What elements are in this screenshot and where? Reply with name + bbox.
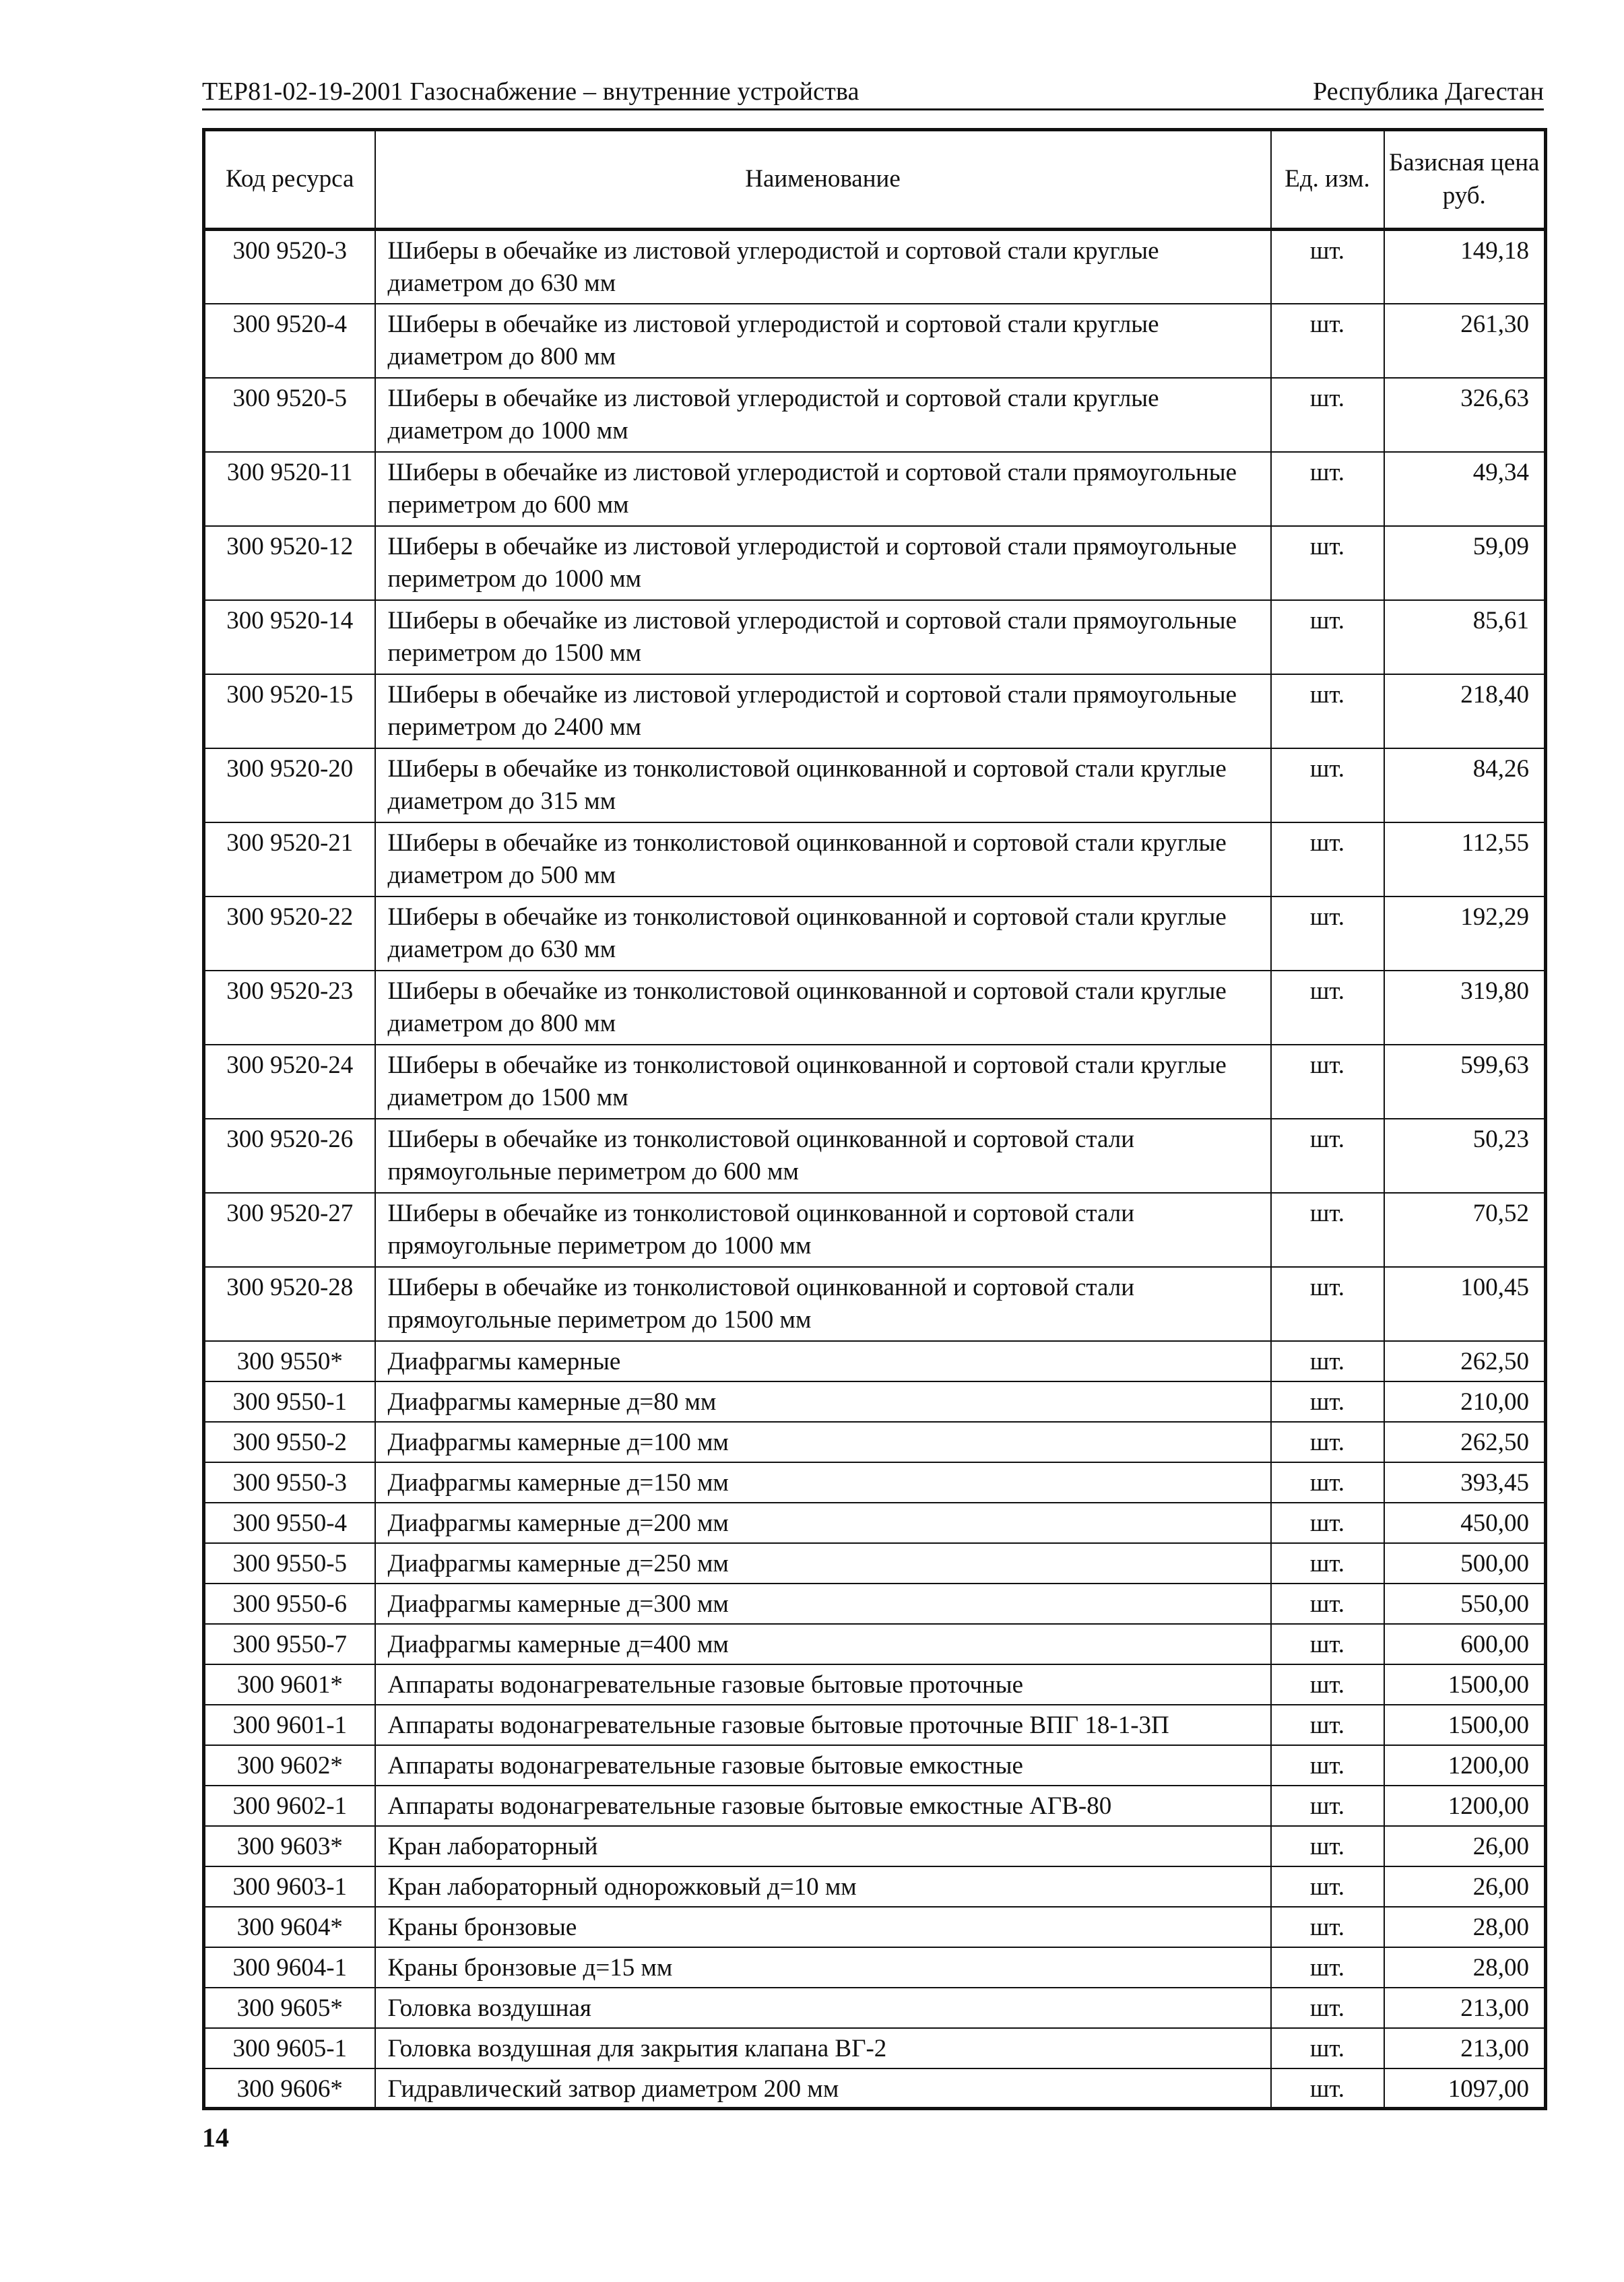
unit-cell: шт. <box>1271 1503 1384 1543</box>
resource-code-cell: 300 9520-14 <box>204 600 375 674</box>
base-price-cell: 84,26 <box>1384 748 1546 822</box>
resource-name-cell: Диафрагмы камерные д=250 мм <box>375 1543 1271 1584</box>
resource-name-cell: Диафрагмы камерные д=80 мм <box>375 1381 1271 1422</box>
unit-cell: шт. <box>1271 1341 1384 1381</box>
unit-cell: шт. <box>1271 1045 1384 1119</box>
table-row <box>204 971 1546 1045</box>
resource-name-cell: Аппараты водонагревательные газовые бытовые емкостные АГВ-80 <box>375 1786 1271 1826</box>
table-row <box>204 600 1546 674</box>
resource-code-cell: 300 9520-4 <box>204 304 375 378</box>
table-row <box>204 1745 1546 1786</box>
base-price-cell: 100,45 <box>1384 1267 1546 1341</box>
resource-code-cell: 300 9605-1 <box>204 2028 375 2068</box>
unit-cell: шт. <box>1271 1119 1384 1193</box>
resource-code-cell: 300 9603* <box>204 1826 375 1866</box>
resource-code-cell: 300 9602* <box>204 1745 375 1786</box>
resource-name-cell: Диафрагмы камерные д=400 мм <box>375 1624 1271 1664</box>
table-row <box>204 1947 1546 1988</box>
base-price-cell: 1200,00 <box>1384 1786 1546 1826</box>
page-header <box>202 73 1544 110</box>
table-row <box>204 526 1546 600</box>
unit-cell: шт. <box>1271 1947 1384 1988</box>
resource-name-cell: Шиберы в обечайке из тонколистовой оцинкованной и сортовой стали круглые диаметром до 315 мм <box>375 748 1271 822</box>
resource-code-cell: 300 9520-22 <box>204 896 375 971</box>
unit-cell: шт. <box>1271 1584 1384 1624</box>
resource-name-cell: Шиберы в обечайке из тонколистовой оцинкованной и сортовой стали круглые диаметром до 800 мм <box>375 971 1271 1045</box>
resource-code-cell: 300 9604-1 <box>204 1947 375 1988</box>
unit-cell: шт. <box>1271 600 1384 674</box>
base-price-cell: 600,00 <box>1384 1624 1546 1664</box>
base-price-cell: 261,30 <box>1384 304 1546 378</box>
table-row <box>204 1584 1546 1624</box>
resource-code-cell: 300 9603-1 <box>204 1866 375 1907</box>
table-row <box>204 1422 1546 1462</box>
unit-cell: шт. <box>1271 1462 1384 1503</box>
base-price-cell: 262,50 <box>1384 1341 1546 1381</box>
base-price-cell: 319,80 <box>1384 971 1546 1045</box>
resource-name-cell: Шиберы в обечайке из листовой углеродистой и сортовой стали круглые диаметром до 800 мм <box>375 304 1271 378</box>
table-row <box>204 452 1546 526</box>
table-row <box>204 1988 1546 2028</box>
resource-name-cell: Диафрагмы камерные д=300 мм <box>375 1584 1271 1624</box>
table-row <box>204 1907 1546 1947</box>
table-row <box>204 1705 1546 1745</box>
column-header-name: Наименование <box>375 130 1271 230</box>
resource-code-cell: 300 9520-21 <box>204 822 375 896</box>
resource-name-cell: Шиберы в обечайке из тонколистовой оцинкованной и сортовой стали круглые диаметром до 630 мм <box>375 896 1271 971</box>
resource-name-cell: Шиберы в обечайке из листовой углеродистой и сортовой стали прямоугольные периметром до 600 мм <box>375 452 1271 526</box>
resource-code-cell: 300 9520-5 <box>204 378 375 452</box>
resource-code-cell: 300 9601* <box>204 1664 375 1705</box>
base-price-cell: 26,00 <box>1384 1826 1546 1866</box>
base-price-cell: 192,29 <box>1384 896 1546 971</box>
resource-code-cell: 300 9520-23 <box>204 971 375 1045</box>
unit-cell: шт. <box>1271 1422 1384 1462</box>
table-header <box>204 130 1546 230</box>
base-price-cell: 112,55 <box>1384 822 1546 896</box>
table-row <box>204 674 1546 748</box>
base-price-cell: 213,00 <box>1384 1988 1546 2028</box>
resource-code-cell: 300 9520-3 <box>204 230 375 304</box>
unit-cell: шт. <box>1271 1786 1384 1826</box>
base-price-cell: 85,61 <box>1384 600 1546 674</box>
base-price-cell: 1500,00 <box>1384 1705 1546 1745</box>
unit-cell: шт. <box>1271 304 1384 378</box>
resource-name-cell: Шиберы в обечайке из листовой углеродистой и сортовой стали прямоугольные периметром до 2400 мм <box>375 674 1271 748</box>
resource-code-cell: 300 9550-4 <box>204 1503 375 1543</box>
table-row <box>204 1341 1546 1381</box>
base-price-cell: 393,45 <box>1384 1462 1546 1503</box>
table-row <box>204 378 1546 452</box>
region-name: Республика Дагестан <box>1313 77 1544 106</box>
page-number: 14 <box>202 2122 229 2153</box>
table-row <box>204 2028 1546 2068</box>
base-price-cell: 218,40 <box>1384 674 1546 748</box>
resource-name-cell: Кран лабораторный однорожковый д=10 мм <box>375 1866 1271 1907</box>
table-row <box>204 1786 1546 1826</box>
table-row <box>204 896 1546 971</box>
table-row <box>204 1543 1546 1584</box>
base-price-cell: 262,50 <box>1384 1422 1546 1462</box>
table-row <box>204 1119 1546 1193</box>
resource-code-cell: 300 9602-1 <box>204 1786 375 1826</box>
resource-name-cell: Аппараты водонагревательные газовые бытовые проточные ВПГ 18-1-3П <box>375 1705 1271 1745</box>
base-price-cell: 149,18 <box>1384 230 1546 304</box>
base-price-cell: 50,23 <box>1384 1119 1546 1193</box>
resource-code-cell: 300 9550-5 <box>204 1543 375 1584</box>
unit-cell: шт. <box>1271 674 1384 748</box>
table-row <box>204 1866 1546 1907</box>
base-price-cell: 450,00 <box>1384 1503 1546 1543</box>
resource-code-cell: 300 9550-7 <box>204 1624 375 1664</box>
unit-cell: шт. <box>1271 526 1384 600</box>
column-header-code: Код ресурса <box>204 130 375 230</box>
table-row <box>204 1267 1546 1341</box>
resource-name-cell: Шиберы в обечайке из листовой углеродистой и сортовой стали прямоугольные периметром до 1500 мм <box>375 600 1271 674</box>
resource-name-cell: Кран лабораторный <box>375 1826 1271 1866</box>
unit-cell: шт. <box>1271 1705 1384 1745</box>
table-row <box>204 1381 1546 1422</box>
resource-name-cell: Шиберы в обечайке из тонколистовой оцинкованной и сортовой стали прямоугольные периметром до 1500 мм <box>375 1267 1271 1341</box>
resource-name-cell: Шиберы в обечайке из тонколистовой оцинкованной и сортовой стали прямоугольные периметром до 600 мм <box>375 1119 1271 1193</box>
base-price-cell: 213,00 <box>1384 2028 1546 2068</box>
table-row <box>204 1826 1546 1866</box>
table-row <box>204 2068 1546 2109</box>
resource-code-cell: 300 9520-15 <box>204 674 375 748</box>
unit-cell: шт. <box>1271 1745 1384 1786</box>
unit-cell: шт. <box>1271 452 1384 526</box>
document-title: ТЕР81-02-19-2001 Газоснабжение – внутренние устройства <box>202 77 859 106</box>
resource-code-cell: 300 9520-11 <box>204 452 375 526</box>
resource-code-cell: 300 9520-20 <box>204 748 375 822</box>
table-row <box>204 822 1546 896</box>
resource-name-cell: Головка воздушная <box>375 1988 1271 2028</box>
base-price-cell: 326,63 <box>1384 378 1546 452</box>
unit-cell: шт. <box>1271 1664 1384 1705</box>
resource-name-cell: Краны бронзовые <box>375 1907 1271 1947</box>
resource-code-cell: 300 9520-28 <box>204 1267 375 1341</box>
resource-name-cell: Шиберы в обечайке из тонколистовой оцинкованной и сортовой стали круглые диаметром до 500 мм <box>375 822 1271 896</box>
unit-cell: шт. <box>1271 230 1384 304</box>
unit-cell: шт. <box>1271 1381 1384 1422</box>
unit-cell: шт. <box>1271 378 1384 452</box>
unit-cell: шт. <box>1271 1826 1384 1866</box>
base-price-cell: 26,00 <box>1384 1866 1546 1907</box>
base-price-cell: 1200,00 <box>1384 1745 1546 1786</box>
resource-code-cell: 300 9550* <box>204 1341 375 1381</box>
resource-name-cell: Шиберы в обечайке из тонколистовой оцинкованной и сортовой стали круглые диаметром до 1500 мм <box>375 1045 1271 1119</box>
table-row <box>204 1193 1546 1267</box>
unit-cell: шт. <box>1271 1543 1384 1584</box>
base-price-cell: 550,00 <box>1384 1584 1546 1624</box>
resource-name-cell: Шиберы в обечайке из листовой углеродистой и сортовой стали прямоугольные периметром до 1000 мм <box>375 526 1271 600</box>
unit-cell: шт. <box>1271 1267 1384 1341</box>
column-header-unit: Ед. изм. <box>1271 130 1384 230</box>
unit-cell: шт. <box>1271 2028 1384 2068</box>
resource-name-cell: Диафрагмы камерные д=200 мм <box>375 1503 1271 1543</box>
unit-cell: шт. <box>1271 1624 1384 1664</box>
table-row <box>204 1664 1546 1705</box>
table-row <box>204 230 1546 304</box>
table-row <box>204 748 1546 822</box>
resource-code-cell: 300 9520-12 <box>204 526 375 600</box>
resource-code-cell: 300 9550-6 <box>204 1584 375 1624</box>
resource-name-cell: Головка воздушная для закрытия клапана ВГ-2 <box>375 2028 1271 2068</box>
resource-code-cell: 300 9605* <box>204 1988 375 2028</box>
resource-code-cell: 300 9520-24 <box>204 1045 375 1119</box>
table-body <box>204 230 1546 2109</box>
base-price-cell: 1097,00 <box>1384 2068 1546 2109</box>
base-price-cell: 28,00 <box>1384 1947 1546 1988</box>
resource-code-cell: 300 9601-1 <box>204 1705 375 1745</box>
base-price-cell: 1500,00 <box>1384 1664 1546 1705</box>
resource-code-cell: 300 9520-26 <box>204 1119 375 1193</box>
unit-cell: шт. <box>1271 1988 1384 2028</box>
base-price-cell: 210,00 <box>1384 1381 1546 1422</box>
resource-code-cell: 300 9606* <box>204 2068 375 2109</box>
base-price-cell: 500,00 <box>1384 1543 1546 1584</box>
resource-name-cell: Диафрагмы камерные д=100 мм <box>375 1422 1271 1462</box>
resource-code-cell: 300 9550-3 <box>204 1462 375 1503</box>
column-header-price-line1: Базисная цена <box>1389 149 1540 177</box>
base-price-cell: 70,52 <box>1384 1193 1546 1267</box>
base-price-cell: 28,00 <box>1384 1907 1546 1947</box>
base-price-cell: 599,63 <box>1384 1045 1546 1119</box>
resource-name-cell: Диафрагмы камерные <box>375 1341 1271 1381</box>
table-row <box>204 1462 1546 1503</box>
resource-name-cell: Диафрагмы камерные д=150 мм <box>375 1462 1271 1503</box>
resource-name-cell: Шиберы в обечайке из тонколистовой оцинкованной и сортовой стали прямоугольные периметром до 1000 мм <box>375 1193 1271 1267</box>
table-row <box>204 1045 1546 1119</box>
unit-cell: шт. <box>1271 971 1384 1045</box>
unit-cell: шт. <box>1271 1866 1384 1907</box>
unit-cell: шт. <box>1271 1907 1384 1947</box>
resource-name-cell: Краны бронзовые д=15 мм <box>375 1947 1271 1988</box>
table-row <box>204 1624 1546 1664</box>
unit-cell: шт. <box>1271 2068 1384 2109</box>
unit-cell: шт. <box>1271 822 1384 896</box>
base-price-cell: 59,09 <box>1384 526 1546 600</box>
resource-name-cell: Шиберы в обечайке из листовой углеродистой и сортовой стали круглые диаметром до 1000 мм <box>375 378 1271 452</box>
column-header-price-line2: руб. <box>1442 181 1486 209</box>
resource-code-cell: 300 9604* <box>204 1907 375 1947</box>
resource-name-cell: Аппараты водонагревательные газовые бытовые емкостные <box>375 1745 1271 1786</box>
base-price-cell: 49,34 <box>1384 452 1546 526</box>
unit-cell: шт. <box>1271 1193 1384 1267</box>
unit-cell: шт. <box>1271 748 1384 822</box>
resource-name-cell: Шиберы в обечайке из листовой углеродистой и сортовой стали круглые диаметром до 630 мм <box>375 230 1271 304</box>
resource-price-table <box>202 128 1547 2110</box>
resource-code-cell: 300 9520-27 <box>204 1193 375 1267</box>
resource-code-cell: 300 9550-2 <box>204 1422 375 1462</box>
resource-code-cell: 300 9550-1 <box>204 1381 375 1422</box>
table-row <box>204 304 1546 378</box>
resource-name-cell: Аппараты водонагревательные газовые бытовые проточные <box>375 1664 1271 1705</box>
column-header-price <box>1384 130 1546 230</box>
resource-name-cell: Гидравлический затвор диаметром 200 мм <box>375 2068 1271 2109</box>
table-row <box>204 1503 1546 1543</box>
unit-cell: шт. <box>1271 896 1384 971</box>
